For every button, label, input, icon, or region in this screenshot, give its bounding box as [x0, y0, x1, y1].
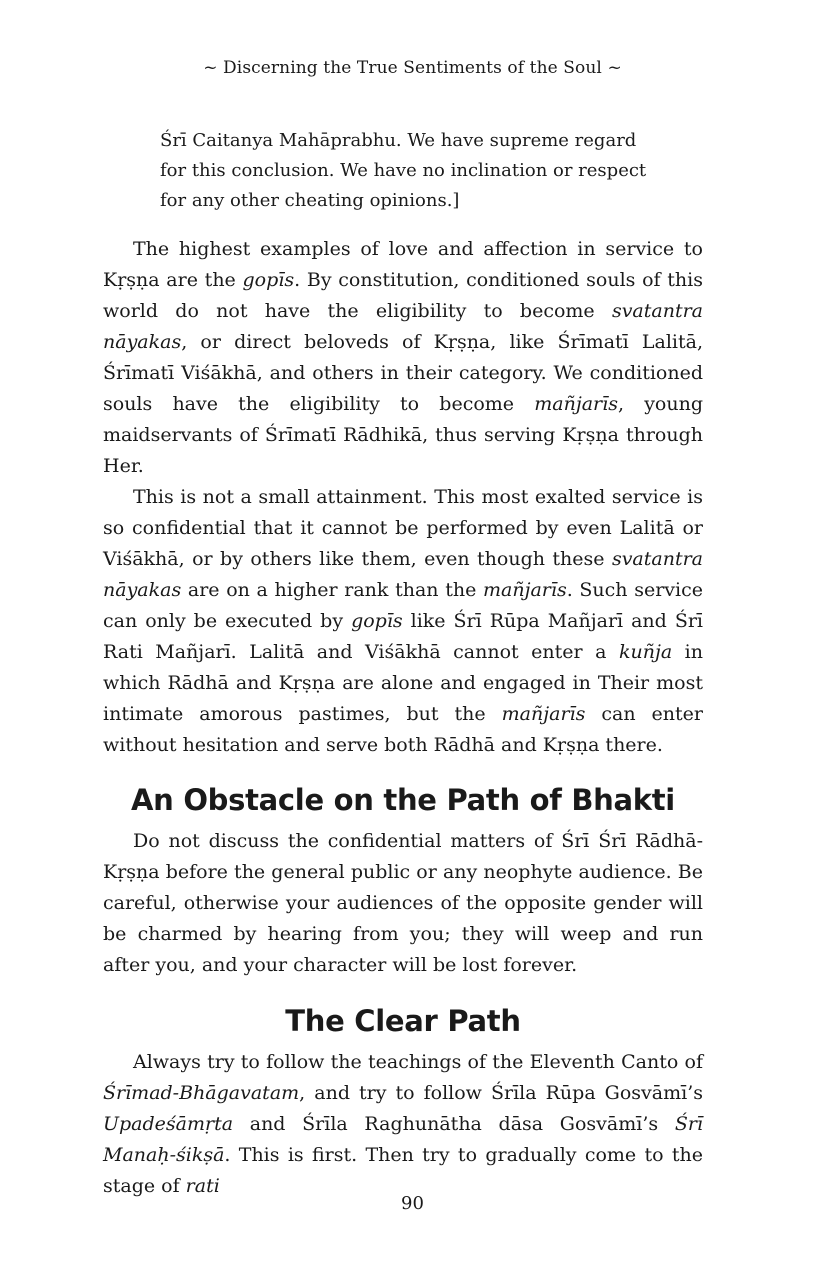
paragraph-clear-path — [103, 1047, 703, 1202]
text-run: like Śrī Rūpa Mañjarī and Śrī Rati Mañjarī. Lalitā and Viśākhā cannot enter a — [103, 610, 703, 663]
quote-text: Śrī Caitanya Mahāprabhu. We have supreme regard for this conclusion. We have no inclination or respect for any other cheating opinions.] — [160, 130, 647, 211]
text-run: , young maidservants of Śrīmatī Rādhikā, thus serving Kṛṣṇa through Her. — [103, 393, 704, 477]
block-quote — [160, 126, 652, 216]
text-run: can enter without hesitation and serve both Rādhā and Kṛṣṇa there. — [103, 703, 703, 756]
italic-term: gopīs — [351, 610, 403, 632]
italic-term: mañjarīs — [501, 703, 586, 725]
text-run: The highest examples of love and affection in service to Kṛṣṇa are the — [103, 238, 703, 291]
italic-term: mañjarīs — [482, 579, 567, 601]
italic-term: Upadeśāmṛta — [103, 1113, 234, 1135]
italic-term: mañjarīs — [534, 393, 618, 415]
main-text — [103, 234, 703, 1202]
running-header: ~ Discerning the True Sentiments of the Soul ~ — [203, 58, 622, 78]
text-run: in which Rādhā and Kṛṣṇa are alone and engaged in Their most intimate amorous pastimes, but the — [103, 641, 703, 725]
paragraph-attainment — [103, 482, 703, 761]
section-heading-clear-path: The Clear Path — [285, 1004, 521, 1038]
text-run: . This is first. Then try to gradually come to the stage of — [103, 1144, 703, 1197]
italic-term: gopīs — [242, 269, 295, 291]
text-run: are on a higher rank than the — [181, 579, 483, 601]
italic-term: kuñja — [618, 641, 673, 663]
text-run: Always try to follow the teachings of the Eleventh Canto of — [133, 1051, 703, 1073]
text-run: , or direct beloveds of Kṛṣṇa, like Śrīmatī Lalitā, Śrīmatī Viśākhā, and others in their category. We conditioned souls have the eligibility to become — [103, 331, 703, 415]
page-number: 90 — [401, 1193, 424, 1214]
section-heading-obstacle: An Obstacle on the Path of Bhakti — [131, 783, 675, 817]
text-run: , and try to follow Śrīla Rūpa Gosvāmī’s — [299, 1082, 703, 1104]
italic-term: Śrīmad-Bhāgavatam — [103, 1082, 300, 1104]
italic-term: rati — [185, 1175, 220, 1197]
italic-term: svatantra nāyakas — [103, 548, 703, 601]
text-run: This is not a small attainment. This most exalted service is so confidential that it cannot be performed by even Lalitā or Viśākhā, or by others like them, even though these — [103, 486, 703, 570]
paragraph-love-affection — [103, 234, 703, 482]
italic-term: svatantra nāyakas — [103, 300, 703, 353]
text-run: . By constitution, conditioned souls of this world do not have the eligibility to become — [103, 269, 703, 322]
text-run: and Śrīla Raghunātha dāsa Gosvāmī’s — [233, 1113, 675, 1135]
text-run: . Such service can only be executed by — [103, 579, 703, 632]
paragraph-obstacle: Do not discuss the confidential matters of Śrī Śrī Rādhā-Kṛṣṇa before the general public or any neophyte audience. Be careful, otherwise your audiences of the opposite gender will be charmed by hearing from you; they will weep and run after you, and your character will be lost forever. — [103, 830, 703, 976]
italic-term: Śrī Manaḥ-śikṣā — [103, 1113, 703, 1166]
